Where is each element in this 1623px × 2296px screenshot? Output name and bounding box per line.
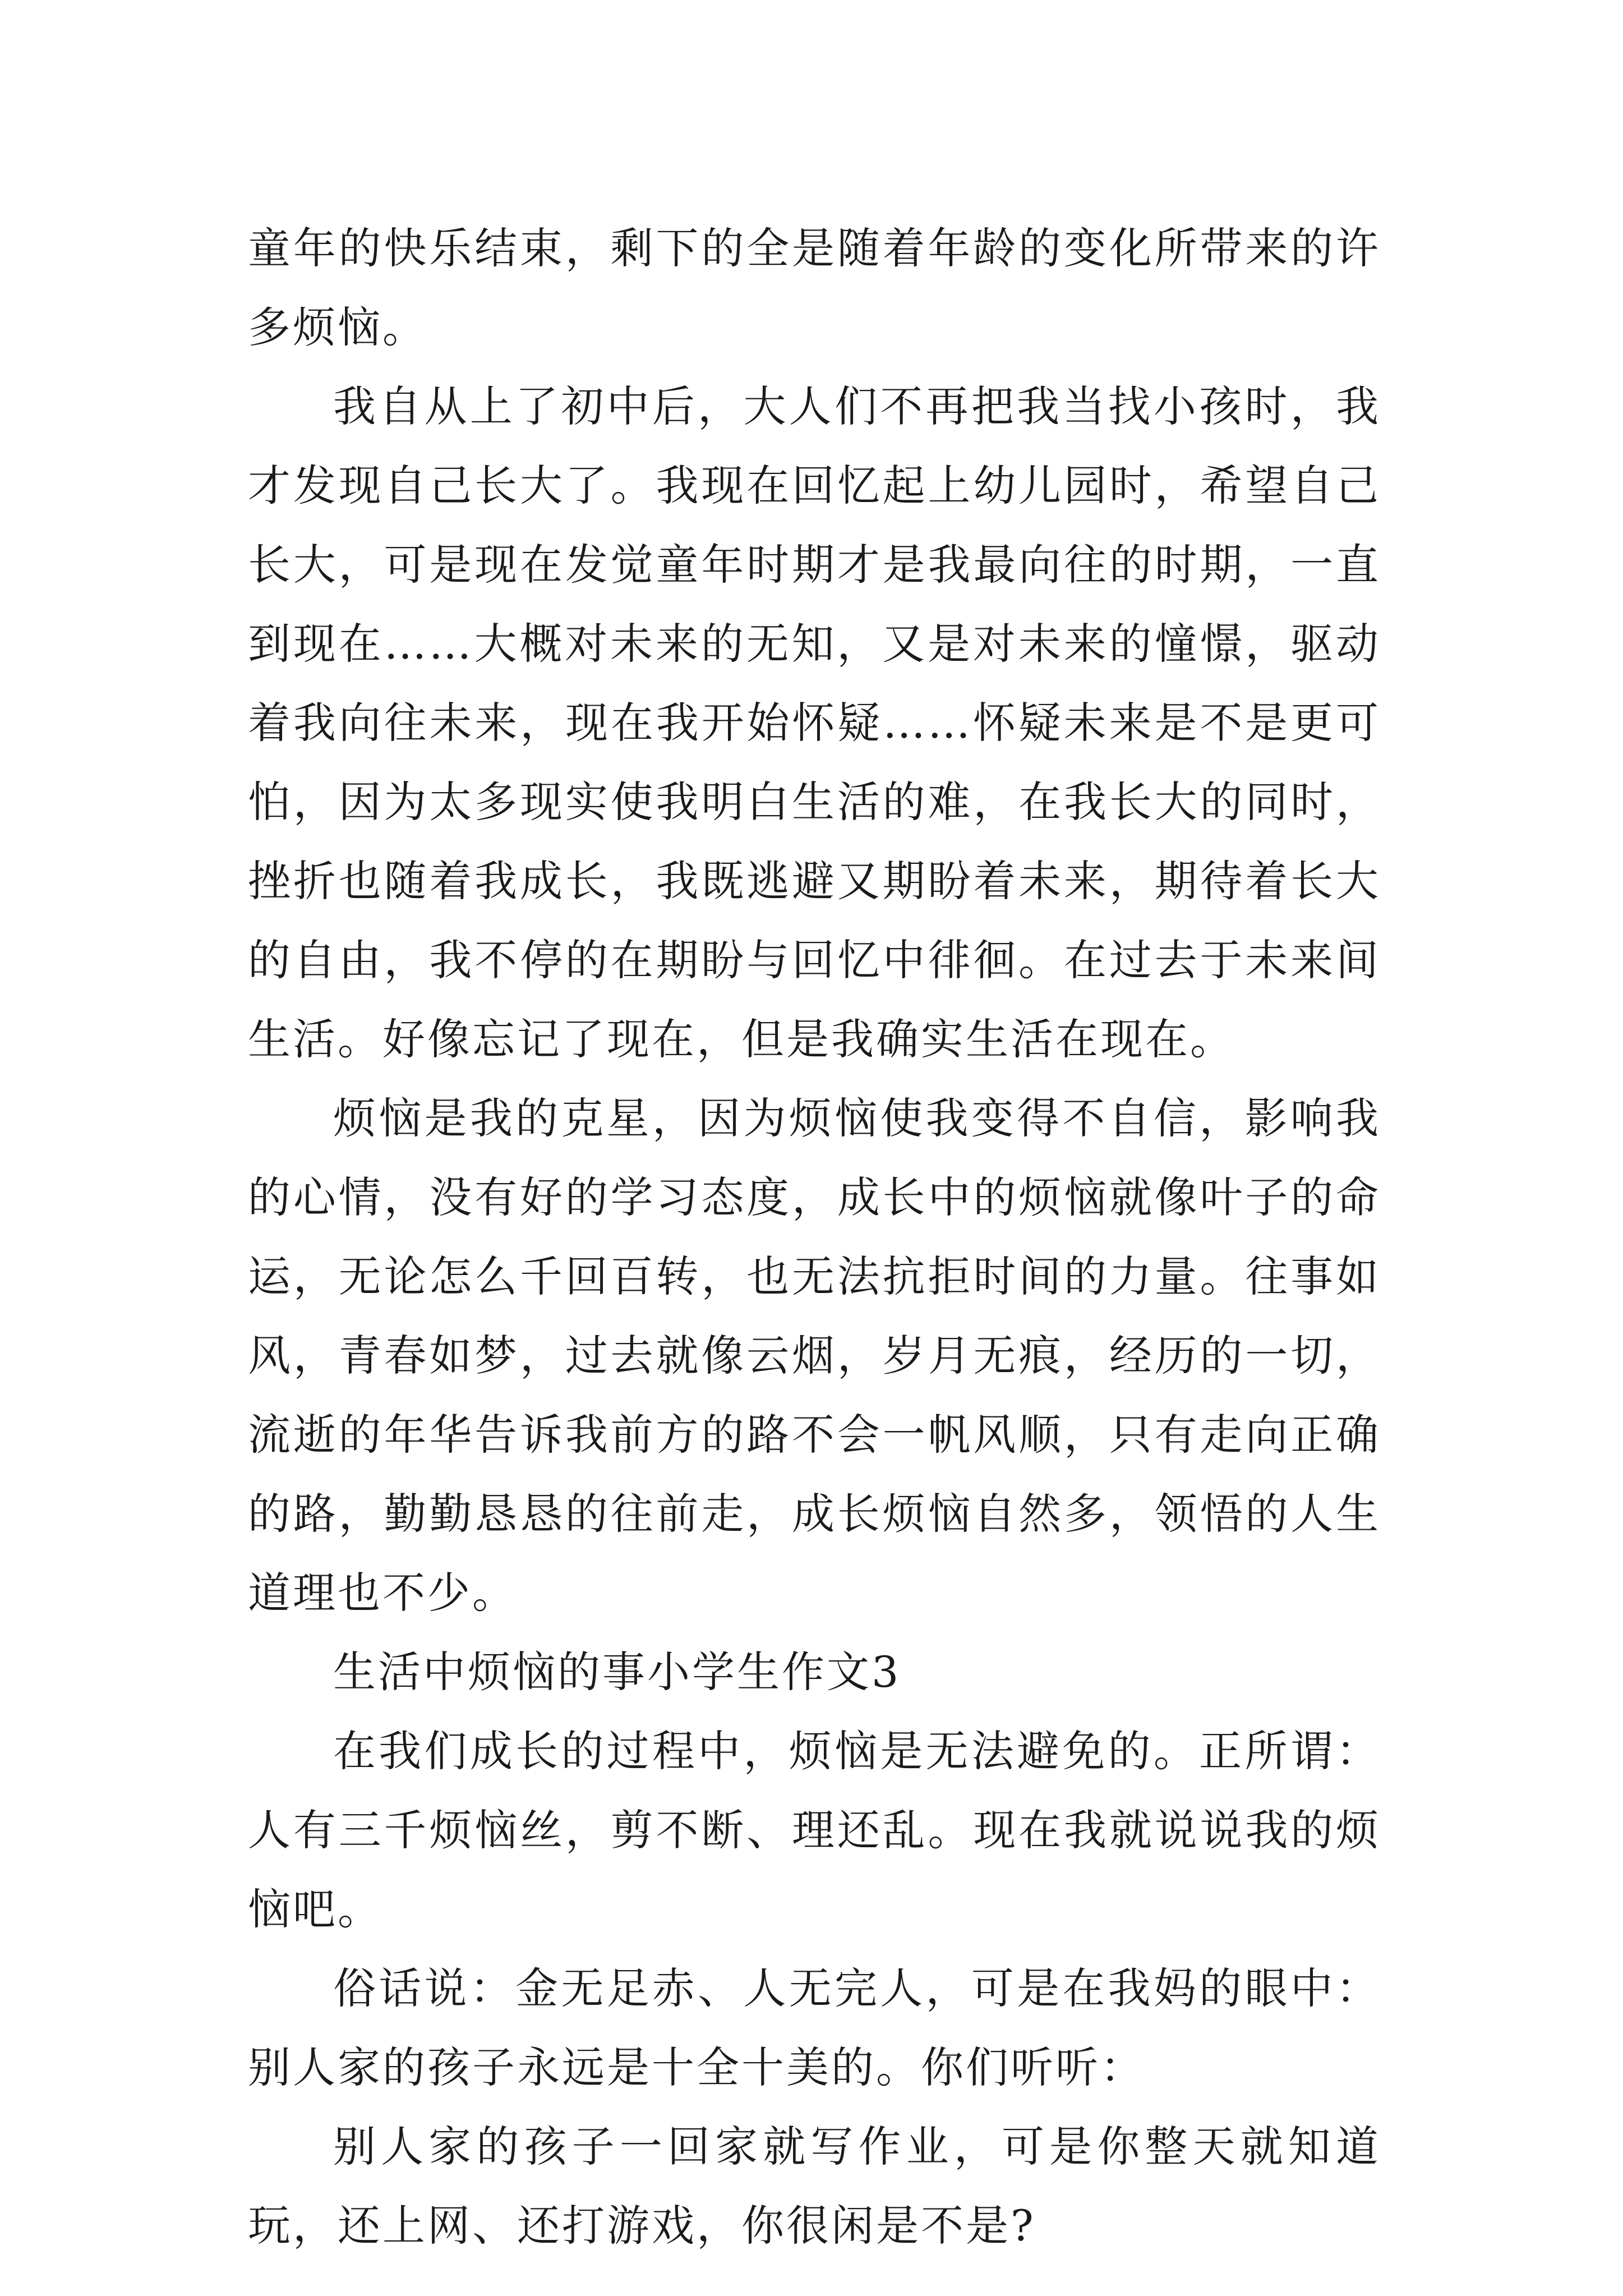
paragraph-1: 童年的快乐结束，剩下的全是随着年龄的变化所带来的许多烦恼。: [248, 223, 1381, 352]
paragraph-3: 烦恼是我的克星，因为烦恼使我变得不自信，影响我的心情，没有好的学习态度，成长中的烦恼就像叶子的命运，无论怎么千回百转，也无法抗拒时间的力量。往事如风，青春如梦，过去就像云烟，岁月无痕，经历的一切，流逝的年华告诉我前方的路不会一帆风顺，只有走向正确的路，勤勤恳恳的往前走，成长烦恼自然多，领悟的人生道理也不少。: [248, 1093, 1381, 1618]
document-body: [248, 209, 1381, 2265]
paragraph-6: 别人家的孩子一回家就写作业，可是你整天就知道玩，还上网、还打游戏，你很闲是不是?: [248, 2122, 1381, 2251]
paragraph-2: 我自从上了初中后，大人们不再把我当找小孩时，我才发现自己长大了。我现在回忆起上幼儿园时，希望自己长大，可是现在发觉童年时期才是我最向往的时期，一直到现在……大概对未来的无知，又是对未来的憧憬，驱动着我向往未来，现在我开始怀疑……怀疑未来是不是更可怕，因为太多现实使我明白生活的难，在我长大的同时，挫折也随着我成长，我既逃避又期盼着未来，期待着长大的自由，我不停的在期盼与回忆中徘徊。在过去于未来间生活。好像忘记了现在，但是我确实生活在现在。: [248, 381, 1381, 1064]
section-heading: 生活中烦恼的事小学生作文3: [333, 1647, 901, 1697]
paragraph-4: 在我们成长的过程中，烦恼是无法避免的。正所谓：人有三千烦恼丝，剪不断、理还乱。现在我就说说我的烦恼吧。: [248, 1726, 1381, 1934]
paragraph-5: 俗话说：金无足赤、人无完人，可是在我妈的眼中：别人家的孩子永远是十全十美的。你们听听：: [248, 1963, 1381, 2092]
